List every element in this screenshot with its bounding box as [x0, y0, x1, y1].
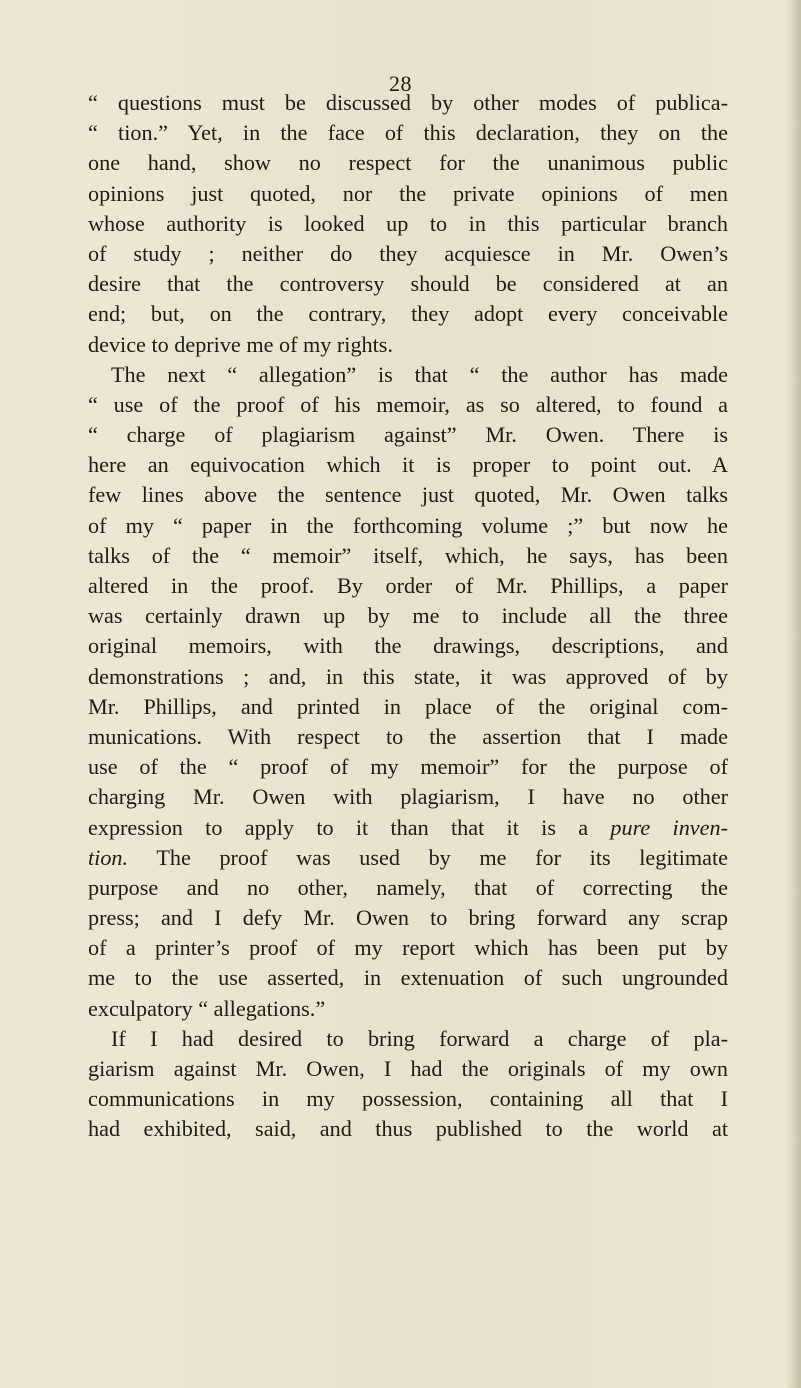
text-line: giarism against Mr. Owen, I had the originals of my own: [88, 1056, 728, 1081]
text-line: desire that the controversy should be considered at an: [88, 271, 728, 297]
text-line: munications. With respect to the assertion that I made: [88, 723, 728, 749]
paragraph-3: [88, 1024, 728, 1145]
text-line: [88, 813, 728, 843]
text-line: “ charge of plagiarism against” Mr. Owen. There is: [88, 422, 728, 448]
text-line: original memoirs, with the drawings, descriptions, and: [88, 633, 728, 659]
text-line: The next “ allegation” is that “ the author has made: [111, 361, 728, 387]
text-line: [88, 843, 728, 873]
paragraph-2: [88, 360, 728, 1024]
text-line: one hand, show no respect for the unanimous public: [88, 150, 728, 176]
text-line: communications in my possession, containing all that I: [88, 1086, 728, 1112]
text-line: of my “ paper in the forthcoming volume ;” but now he: [88, 512, 728, 538]
text-run: expression to apply to it than that it is a: [88, 814, 611, 840]
text-line: Mr. Phillips, and printed in place of the original com-: [88, 693, 728, 719]
text-line: of study ; neither do they acquiesce in Mr. Owen’s: [88, 240, 728, 266]
page-number: 28: [389, 71, 412, 96]
text-line: exculpatory “ allegations.”: [88, 995, 326, 1021]
text-line: here an equivocation which it is proper to point out. A: [88, 452, 728, 478]
italic-text: tion.: [88, 844, 129, 870]
text-line: “ questions must be discussed by other modes of publica-: [88, 90, 728, 115]
text-line: opinions just quoted, nor the private opinions of men: [88, 180, 728, 206]
text-line: had exhibited, said, and thus published to the world at: [88, 1116, 728, 1142]
text-line: If I had desired to bring forward a charge of pla-: [111, 1025, 728, 1051]
paragraph-1: [88, 88, 728, 360]
text-line: press; and I defy Mr. Owen to bring forward any scrap: [88, 905, 728, 931]
text-line: whose authority is looked up to in this particular branch: [88, 210, 728, 236]
page-edge-shadow: [785, 0, 801, 1388]
text-run: The proof was used by me for its legitimate: [128, 844, 728, 870]
italic-text: pure inven-: [610, 814, 728, 840]
text-line: end; but, on the contrary, they adopt every conceivable: [88, 301, 728, 327]
text-line: talks of the “ memoir” itself, which, he says, has been: [88, 542, 728, 568]
text-line: “ use of the proof of his memoir, as so altered, to found a: [88, 391, 728, 417]
text-line: device to deprive me of my rights.: [88, 331, 393, 357]
text-line: was certainly drawn up by me to include all the three: [88, 603, 728, 629]
text-line: purpose and no other, namely, that of correcting the: [88, 874, 728, 900]
text-line: “ tion.” Yet, in the face of this declaration, they on the: [88, 120, 728, 146]
text-line: few lines above the sentence just quoted, Mr. Owen talks: [88, 482, 728, 508]
text-line: use of the “ proof of my memoir” for the purpose of: [88, 754, 728, 780]
text-line: me to the use asserted, in extenuation of such ungrounded: [88, 965, 728, 991]
body-text: [88, 88, 728, 1145]
text-line: demonstrations ; and, in this state, it was approved of by: [88, 663, 728, 689]
text-line: of a printer’s proof of my report which has been put by: [88, 935, 728, 961]
text-line: altered in the proof. By order of Mr. Phillips, a paper: [88, 573, 728, 598]
text-line: charging Mr. Owen with plagiarism, I have no other: [88, 784, 728, 810]
